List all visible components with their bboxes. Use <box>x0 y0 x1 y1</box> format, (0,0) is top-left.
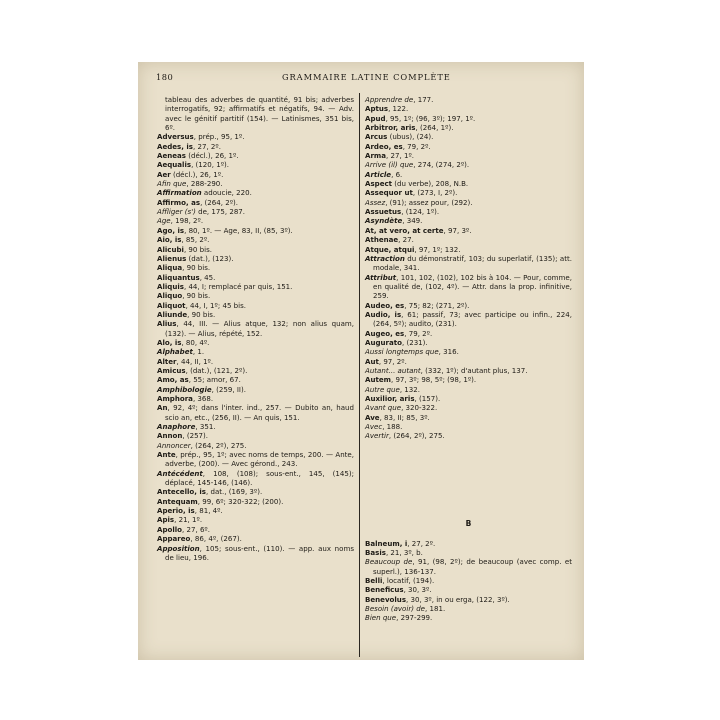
headword: Amicus <box>157 365 186 375</box>
right-entries <box>365 95 572 441</box>
entry-references: , 320-322. <box>401 403 438 413</box>
index-entry <box>365 375 572 384</box>
headword: Alicubi <box>157 244 184 254</box>
headword: Alo, is <box>157 337 182 347</box>
grammar-term: Affirmation <box>157 188 202 198</box>
headword: Ante <box>157 450 176 460</box>
entry-references: , 122. <box>388 104 409 114</box>
headword: Arcus <box>365 132 388 142</box>
index-entry <box>157 160 354 169</box>
section-letter-b: B <box>465 518 472 528</box>
headword: Alius <box>157 319 177 329</box>
entry-references: , 44, I; remplacé par quis, 151. <box>183 281 293 291</box>
index-entry <box>157 245 354 254</box>
index-entry <box>365 403 572 412</box>
headword: Apollo <box>157 524 183 534</box>
headword: Athenae <box>365 235 399 245</box>
entry-references: , 90 bis. <box>187 309 216 319</box>
entry-references: , prép., 95, 1º. <box>193 132 245 142</box>
index-entry <box>157 254 354 263</box>
headword: Aio, is <box>157 235 182 245</box>
headword: Alter <box>157 356 177 366</box>
index-entry <box>365 273 572 301</box>
entry-references: du démonstratif, 103; du superlatif, (135); att. modale, 341. <box>373 253 572 273</box>
entry-references: tableau des adverbes de quantité, 91 bis; adverbes interrogatifs, 92; affirmatifs et négatifs, 94. — Adv. avec le génitif partitif (154). — Latinismes, 351 bis, 6º. <box>165 95 354 133</box>
index-entry <box>365 235 572 244</box>
grammar-term: Apposition <box>157 543 200 553</box>
french-headword: Afin que <box>157 179 187 189</box>
index-entry <box>365 539 572 548</box>
headword: An <box>157 403 168 413</box>
index-entry <box>157 198 354 207</box>
entry-references: , 27, 2º. <box>407 538 436 548</box>
index-entry <box>157 216 354 225</box>
entry-references: , 97, 3º. <box>443 225 472 235</box>
entry-references: , 198, 2º. <box>170 216 204 226</box>
french-headword: Autant... autant <box>365 365 421 375</box>
headword: Aequalis <box>157 160 192 170</box>
french-headword: Beaucoup de <box>365 557 413 567</box>
entry-references: , (332, 1º); d'autant plus, 137. <box>420 365 528 375</box>
index-entry <box>365 595 572 604</box>
index-entry <box>365 310 572 329</box>
index-entry <box>365 114 572 123</box>
index-entry <box>365 95 572 104</box>
headword: Ardeo, es <box>365 141 403 151</box>
headword: Aliquot <box>157 300 186 310</box>
entry-references: , 6. <box>391 169 403 179</box>
index-entry <box>157 291 354 300</box>
headword: Amphora <box>157 394 193 403</box>
entry-references: , 80, 1º. — Age, 83, II, (85, 3º). <box>184 225 293 235</box>
headword: Aliquantus <box>157 272 200 282</box>
entry-references: , 177. <box>413 95 434 104</box>
index-entry <box>157 170 354 179</box>
entry-references: (décl.), 26, 1º. <box>170 169 224 179</box>
index-entry <box>157 235 354 244</box>
index-entry <box>157 151 354 160</box>
entry-references: , 97, 3º; 98, 5º; (98, 1º). <box>390 375 477 385</box>
index-entry <box>157 263 354 272</box>
entry-references: , 81, 4º. <box>194 506 223 516</box>
index-entry <box>157 282 354 291</box>
entry-references: , 27, 1º. <box>386 151 415 161</box>
headword: Aut <box>365 356 379 366</box>
headword: Audio, is <box>365 309 402 319</box>
index-entry <box>157 441 354 450</box>
index-entry <box>365 170 572 179</box>
index-entry <box>157 310 354 319</box>
french-headword: Annoncer <box>157 440 191 450</box>
headword: Augeo, es <box>365 328 405 338</box>
index-entry <box>365 557 572 576</box>
index-entry <box>365 179 572 188</box>
index-entry <box>365 188 572 197</box>
entry-references: , 85, 2º. <box>181 235 210 245</box>
running-header <box>138 72 584 86</box>
entry-references: (ubus), (24). <box>387 132 434 142</box>
entry-references: , 97, 1º; 132. <box>414 244 461 254</box>
index-entry <box>157 207 354 216</box>
index-entry <box>365 357 572 366</box>
headword: Audeo, es <box>365 300 405 310</box>
headword: Belli <box>365 576 383 586</box>
headword: Aperio, is <box>157 506 195 516</box>
index-entry <box>157 422 354 431</box>
index-entry <box>157 319 354 338</box>
entry-references: , 95, 1º; (96, 3º); 197, 1º. <box>385 113 476 123</box>
index-entry <box>157 179 354 188</box>
headword: Benevolus <box>365 594 407 604</box>
headword: Appareo <box>157 534 191 544</box>
entry-references: , 316. <box>438 347 459 357</box>
entry-references: , 91, (98, 2º); de beaucoup (avec comp. et superl.), 136-137. <box>373 557 572 576</box>
entry-references: , 44, III. — Alius atque, 132; non alius quam, (132). — Alius, répété, 152. <box>165 319 354 338</box>
entry-references: (du verbe), 208, N.B. <box>392 179 469 189</box>
headword: Aeneas <box>157 151 186 161</box>
entry-references: , 101, 102, (102), 102 bis à 104. — Pour, comme, en qualité de, (102, 4º). — Attr. dans la prop. infinitive, 259. <box>373 272 572 301</box>
entry-references: , dat., (169, 3º). <box>206 487 263 497</box>
entry-references: , (dat.), (121, 2º). <box>185 365 248 375</box>
grammar-term: Asyndète <box>365 216 403 226</box>
entry-references: , 30, 3º, in ou erga, (122, 3º). <box>406 594 510 604</box>
index-entry <box>365 198 572 207</box>
index-entry <box>365 301 572 310</box>
headword: At, at vero, at certe <box>365 225 444 235</box>
entry-references: , 97, 2º. <box>378 356 407 366</box>
entry-references: , (259, II). <box>211 384 246 394</box>
headword: Basis <box>365 548 386 558</box>
index-entry <box>365 207 572 216</box>
headword: Aer <box>157 169 171 179</box>
entry-references: , 105; sous-ent., (110). — app. aux noms de lieu, 196. <box>165 543 354 562</box>
index-entry <box>157 469 354 488</box>
french-headword: Age <box>157 216 171 226</box>
column-divider <box>359 93 360 657</box>
headword: Aspect <box>365 179 393 189</box>
entry-references: , (120, 1º). <box>191 160 230 170</box>
entry-references: , (257). <box>182 431 209 441</box>
index-entry <box>365 347 572 356</box>
entry-references: , 27, 2º. <box>193 141 221 151</box>
book-page <box>138 62 584 660</box>
entry-references: (dat.), (123). <box>186 253 234 263</box>
headword: Antecello, is <box>157 487 206 497</box>
index-entry <box>365 548 572 557</box>
entry-references: , 21, 3º, b. <box>385 548 423 558</box>
index-entry <box>365 431 572 440</box>
grammar-term: Attraction <box>365 253 405 263</box>
headword: Aliunde <box>157 309 188 319</box>
entry-references: , 27. <box>398 235 414 245</box>
french-headword: Avant que <box>365 403 402 413</box>
index-entry-continuation <box>157 95 354 132</box>
entry-references: , 90 bis. <box>182 263 211 273</box>
headword: Autem <box>365 375 391 385</box>
headword: Annon <box>157 431 183 441</box>
entry-references: , 21, 1º. <box>174 515 203 525</box>
index-entry <box>365 104 572 113</box>
french-headword: Bien que <box>365 613 397 623</box>
entry-references: adoucie, 220. <box>201 188 252 198</box>
entry-references: , locatif, (194). <box>382 576 435 586</box>
entry-references: , 30, 3º. <box>403 585 432 595</box>
entry-references: , 75; 82; (271, 2º). <box>404 300 470 310</box>
headword: Apis <box>157 515 175 525</box>
index-entry <box>157 497 354 506</box>
index-entry <box>365 604 572 613</box>
headword: Aliquis <box>157 281 184 291</box>
index-entry <box>365 394 572 403</box>
french-headword: Aussi longtemps que <box>365 347 439 357</box>
headword: Arbitror, aris <box>365 123 416 133</box>
grammar-term: Amphibologie <box>157 384 212 394</box>
index-entry <box>157 301 354 310</box>
index-entry <box>365 132 572 141</box>
headword: Atque, atqui <box>365 244 415 254</box>
entry-references: , 90 bis. <box>182 291 211 301</box>
entry-references: , 351. <box>195 422 216 432</box>
page-number: 180 <box>156 72 174 82</box>
entry-references: , 288-290. <box>186 179 223 189</box>
entry-references: , 79, 2º. <box>402 141 431 151</box>
entry-references: , 55; amor, 67. <box>188 375 241 385</box>
index-entry <box>365 585 572 594</box>
index-entry <box>157 487 354 496</box>
index-entry <box>365 245 572 254</box>
headword: Auxilior, aris <box>365 394 415 403</box>
entry-references: , prép., 95, 1º; avec noms de temps, 200. — Ante, adverbe, (200). — Avec gérond., 243. <box>165 450 354 469</box>
headword: Amo, as <box>157 375 189 385</box>
french-headword: Affliger (s') <box>157 207 196 217</box>
index-entry <box>157 515 354 524</box>
entry-references: , (124, 1º). <box>401 207 440 217</box>
index-entry <box>157 273 354 282</box>
entry-references: , 132. <box>399 384 420 394</box>
index-entry <box>365 151 572 160</box>
index-entry <box>157 132 354 141</box>
index-entry <box>365 329 572 338</box>
headword: Beneficus <box>365 585 404 595</box>
index-entry <box>365 254 572 273</box>
entry-references: , (91); assez pour, (292). <box>385 197 473 207</box>
headword: Adversus <box>157 132 194 142</box>
french-headword: Arrive (il) que <box>365 160 414 170</box>
entry-references: , 44, I, 1º; 45 bis. <box>185 300 247 310</box>
entry-references: , 99, 6º; 320-322; (200). <box>197 496 284 506</box>
index-entry <box>157 394 354 403</box>
index-entry <box>157 338 354 347</box>
index-entry <box>157 506 354 515</box>
index-entry <box>157 226 354 235</box>
index-entry <box>365 422 572 431</box>
entry-references: , (264, 2º), 275. <box>388 431 445 441</box>
entry-references: , 108, (108); sous-ent., 145, (145); déplacé, 145-146, (146). <box>165 468 354 488</box>
headword: Arma <box>365 151 387 161</box>
headword: Assequor ut <box>365 188 413 198</box>
grammar-term: Antécédent <box>157 468 203 478</box>
right-index-column <box>365 95 572 623</box>
headword: Aptus <box>365 104 389 114</box>
grammar-term: Attribut <box>365 272 397 282</box>
entry-references: , 27, 6º. <box>182 524 210 534</box>
headword: Ave <box>365 412 380 422</box>
index-entry <box>157 357 354 366</box>
entry-references: , 79, 2º. <box>404 328 433 338</box>
index-entry <box>157 403 354 422</box>
index-entry <box>365 226 572 235</box>
entry-references: , 90 bis. <box>183 244 212 254</box>
headword: Balneum, i <box>365 538 408 548</box>
headword: Ago, is <box>157 225 185 235</box>
entry-references: , 80, 4º. <box>181 337 210 347</box>
entry-references: , 297-299. <box>396 613 433 623</box>
entry-references: , 92, 4º; dans l'inter. ind., 257. — Dubito an, haud scio an, etc., (256, II). — An quis, 151. <box>165 403 354 422</box>
entry-references: , 83, II; 85, 3º. <box>379 412 430 422</box>
index-entry <box>365 160 572 169</box>
entry-references: , 86, 4º, (267). <box>190 534 242 544</box>
index-entry <box>365 142 572 151</box>
entry-references: , 45. <box>199 272 216 282</box>
headword: Antequam <box>157 496 198 506</box>
index-entry <box>365 216 572 225</box>
grammar-term: Article <box>365 169 392 179</box>
french-headword: Autre que <box>365 384 400 394</box>
entry-references: , (157). <box>414 394 441 403</box>
index-entry <box>365 613 572 622</box>
index-entry <box>365 413 572 422</box>
entry-references: , 274, (274, 2º). <box>413 160 470 170</box>
entry-references: , 1. <box>192 347 205 357</box>
headword: Aliquo <box>157 291 183 301</box>
index-entry <box>157 142 354 151</box>
index-entry <box>365 123 572 132</box>
entry-references: , 61; passif, 73; avec participe ou infin., 224, (264, 5º); audito, (231). <box>373 309 572 329</box>
index-entry <box>157 544 354 563</box>
running-title: GRAMMAIRE LATINE COMPLÈTE <box>282 72 451 82</box>
index-entry <box>157 347 354 356</box>
index-entry <box>365 338 572 347</box>
entry-references: , (264, 2º). <box>200 197 239 207</box>
grammar-term: Alphabet <box>157 347 193 357</box>
entry-references: , 349. <box>402 216 423 226</box>
headword: Augurato <box>365 337 402 347</box>
entry-references: de, 175, 287. <box>195 207 246 217</box>
index-entry <box>157 375 354 384</box>
left-index-column <box>157 95 354 562</box>
french-headword: Besoin (avoir) de <box>365 604 426 614</box>
headword: Aliqua <box>157 263 183 273</box>
index-entry <box>157 366 354 375</box>
index-entry <box>365 576 572 585</box>
grammar-term: Anaphore <box>157 422 196 432</box>
index-entry <box>157 188 354 197</box>
french-headword: Assez <box>365 197 386 207</box>
entry-references: , (264, 2º), 275. <box>190 440 247 450</box>
entry-references: , 44, II, 1º. <box>176 356 214 366</box>
headword: Apud <box>365 113 386 123</box>
index-entry <box>157 534 354 543</box>
entry-references: , (231). <box>401 337 428 347</box>
entry-references: , (273, I, 2º). <box>412 188 458 198</box>
index-entry <box>157 385 354 394</box>
entry-references: , (264, 1º). <box>415 123 454 133</box>
index-entry <box>365 385 572 394</box>
entry-references: , 181. <box>425 604 446 614</box>
index-entry <box>157 525 354 534</box>
headword: Affirmo, as <box>157 197 201 207</box>
french-headword: Apprendre de <box>365 95 414 104</box>
entry-references: (décl.), 26, 1º. <box>185 151 239 161</box>
entry-references: , 368. <box>192 394 214 403</box>
headword: Assuetus <box>365 207 402 217</box>
index-entry <box>157 450 354 469</box>
index-entry <box>365 366 572 375</box>
section-b-entries <box>365 539 572 623</box>
french-headword: Avec <box>365 422 383 432</box>
french-headword: Avertir <box>365 431 389 441</box>
headword: Alienus <box>157 253 187 263</box>
entry-references: , 188. <box>382 422 403 432</box>
headword: Aedes, is <box>157 141 193 151</box>
index-entry <box>157 431 354 440</box>
